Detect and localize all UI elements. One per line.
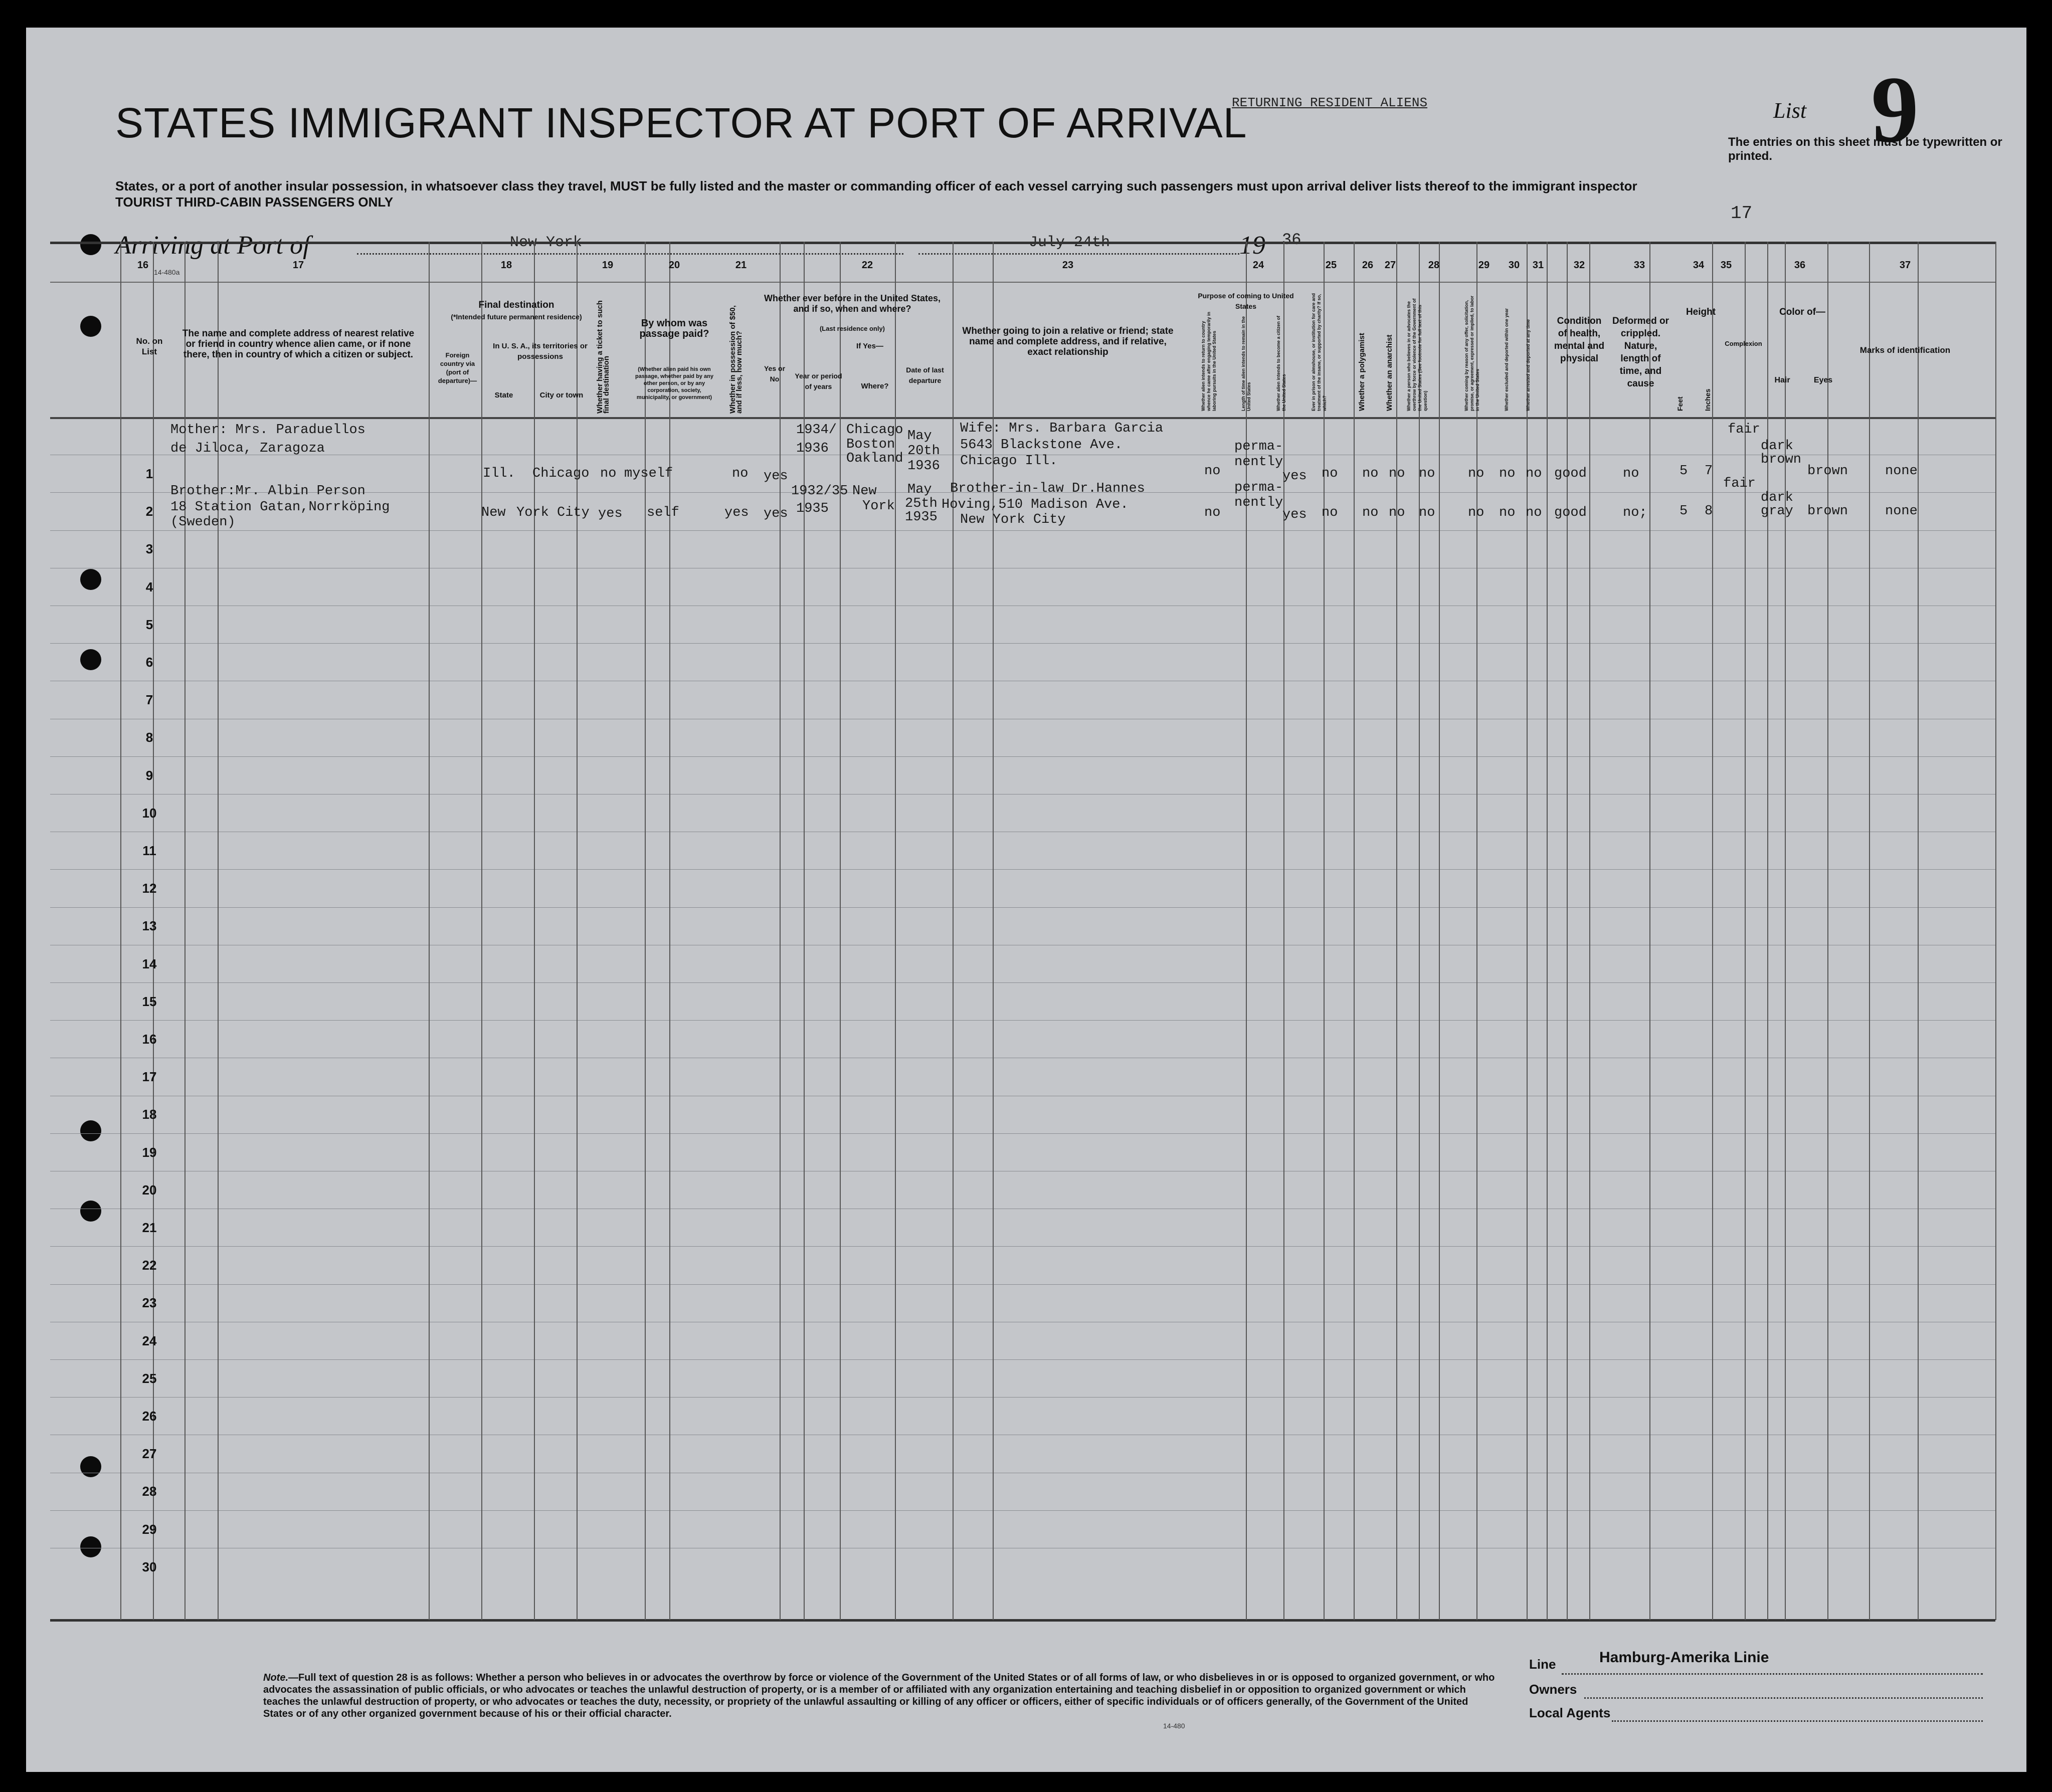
header-col-18-city: City or town bbox=[539, 391, 584, 400]
entry-deported: no bbox=[1526, 505, 1542, 520]
column-divider bbox=[1527, 242, 1528, 1620]
row-number: 2 bbox=[145, 504, 153, 519]
entry-deformed: no; bbox=[1623, 505, 1647, 520]
entry-feet: 5 bbox=[1680, 504, 1688, 519]
entry-overthrow: no bbox=[1419, 466, 1435, 481]
column-number: 19 bbox=[602, 260, 614, 271]
row-number: 29 bbox=[142, 1521, 157, 1537]
entry-money: no bbox=[732, 466, 749, 481]
page-title: STATES IMMIGRANT INSPECTOR AT PORT OF ARRIVAL bbox=[115, 99, 1247, 146]
column-divider bbox=[577, 242, 578, 1620]
column-number: 33 bbox=[1633, 260, 1645, 271]
row-divider bbox=[50, 869, 1995, 870]
column-divider bbox=[1439, 242, 1440, 1620]
header-col-22-title: Whether ever before in the United States, and if so, when and where? bbox=[764, 293, 941, 314]
entry-inches: 7 bbox=[1705, 464, 1713, 479]
entry-departure: 25th bbox=[905, 496, 938, 511]
column-number: 24 bbox=[1252, 260, 1264, 271]
list-number: 9 bbox=[1871, 57, 1919, 162]
entry-prison: no bbox=[1322, 505, 1338, 520]
header-col-22-where: Where? bbox=[861, 382, 889, 390]
entry-joining: New York City bbox=[960, 512, 1066, 527]
row-number: 16 bbox=[142, 1032, 157, 1047]
row-number: 26 bbox=[142, 1409, 157, 1424]
column-number: 25 bbox=[1325, 260, 1337, 271]
entry-state: New bbox=[481, 505, 506, 520]
row-number: 5 bbox=[145, 617, 153, 632]
entry-departure: 1936 bbox=[907, 459, 940, 474]
header-col-22-sub: (Last residence only) bbox=[819, 325, 885, 332]
row-divider bbox=[50, 643, 1995, 644]
row-number: 20 bbox=[142, 1182, 157, 1198]
column-divider bbox=[429, 242, 430, 1620]
form-number: 14-480a bbox=[154, 268, 180, 276]
column-divider bbox=[840, 242, 841, 1620]
header-col-35: Complexion bbox=[1725, 340, 1762, 347]
header-col-25: Ever in prison or almshouse, or institution for care and treatment of the insane, or supported by charity? If so, which? bbox=[1311, 293, 1327, 411]
entry-marks: none bbox=[1885, 464, 1918, 479]
entry-relative: de Jiloca, Zaragoza bbox=[170, 441, 325, 456]
header-col-22-year: Year or period of years bbox=[795, 372, 842, 390]
entry-deported: no bbox=[1526, 466, 1542, 481]
column-number: 29 bbox=[1478, 260, 1490, 271]
column-divider bbox=[1869, 242, 1870, 1620]
row-number: 15 bbox=[142, 993, 157, 1009]
column-number: 21 bbox=[735, 260, 747, 271]
entry-health: good bbox=[1554, 505, 1587, 520]
entry-money: yes bbox=[724, 505, 749, 520]
column-divider bbox=[1745, 242, 1746, 1620]
list-label: List bbox=[1773, 98, 1807, 123]
tourist-line: TOURIST THIRD-CABIN PASSENGERS ONLY bbox=[115, 194, 394, 210]
year-suffix: 36 bbox=[1282, 231, 1301, 249]
intro-text bbox=[115, 178, 1720, 210]
row-number: 19 bbox=[142, 1144, 157, 1160]
entry-polygamist: no bbox=[1362, 466, 1379, 481]
entry-marks: none bbox=[1885, 504, 1918, 519]
entry-where: Oakland bbox=[846, 451, 903, 466]
entry-eyes: brown bbox=[1807, 504, 1848, 519]
header-col-31: Whether arrested and deported at any time bbox=[1526, 319, 1531, 411]
header-col-24: Purpose of coming to United States bbox=[1198, 292, 1294, 310]
column-divider bbox=[1396, 242, 1397, 1620]
entry-complexion: fair bbox=[1728, 422, 1760, 437]
row-number: 24 bbox=[142, 1333, 157, 1348]
column-divider bbox=[534, 242, 535, 1620]
entry-length-stay: nently bbox=[1234, 495, 1283, 510]
column-divider bbox=[1547, 242, 1548, 1620]
entry-years: 1934/ bbox=[796, 423, 837, 438]
column-divider bbox=[120, 242, 121, 1620]
entry-joining: 5643 Blackstone Ave. bbox=[960, 438, 1123, 453]
date-value: July 24th bbox=[1029, 234, 1110, 251]
column-number: 16 bbox=[137, 260, 149, 271]
column-divider bbox=[1324, 242, 1325, 1620]
entry-where: Boston bbox=[846, 437, 895, 452]
header-col-23: Whether going to join a relative or friend; state name and complete address, and if relative, exact relationship bbox=[962, 326, 1174, 357]
entry-ticket: yes bbox=[598, 506, 623, 521]
entry-departure: 20th bbox=[907, 444, 940, 459]
header-col-36: Color of— bbox=[1779, 307, 1825, 317]
column-number: 31 bbox=[1532, 260, 1544, 271]
header-col-28: Whether a person who believes in or advocates the overthrow by force or violence of the Government of the United States (See footnote for full text of this question) bbox=[1406, 298, 1428, 411]
entry-health: good bbox=[1554, 466, 1587, 481]
header-col-34-inches: Inches bbox=[1704, 388, 1712, 411]
footnote-label: Note. bbox=[263, 1672, 288, 1683]
column-number: 18 bbox=[500, 260, 512, 271]
arriving-label: Arriving at Port of bbox=[115, 231, 310, 260]
header-col-22-date: Date of last departure bbox=[906, 366, 944, 384]
owners-underline bbox=[1584, 1697, 1983, 1699]
owners-label: Owners bbox=[1529, 1682, 1577, 1697]
entry-relative: Brother:Mr. Albin Person bbox=[170, 484, 365, 499]
entry-feet: 5 bbox=[1680, 464, 1688, 479]
agents-underline bbox=[1612, 1720, 1983, 1722]
header-col-17: The name and complete address of nearest relative or friend in country whence alien came, or if none there, then in country of which a citizen or subject. bbox=[182, 328, 415, 360]
header-col-24a: Whether alien intends to return to country whence he came after engaging temporarily in laboring pursuits in the United States bbox=[1201, 311, 1217, 411]
column-number: 28 bbox=[1428, 260, 1440, 271]
header-col-22-yesno: Yes or No bbox=[764, 364, 786, 383]
row-divider bbox=[50, 907, 1995, 908]
header-col-18-title: Final destination bbox=[478, 300, 554, 310]
column-number: 20 bbox=[668, 260, 680, 271]
row-number: 6 bbox=[145, 655, 153, 670]
entry-where: Chicago bbox=[846, 423, 903, 438]
column-divider bbox=[1918, 242, 1919, 1620]
entry-length-stay: perma- bbox=[1234, 480, 1283, 495]
entry-citizen: yes bbox=[1282, 507, 1307, 522]
row-divider bbox=[50, 982, 1995, 983]
row-number: 28 bbox=[142, 1484, 157, 1499]
row-number: 27 bbox=[142, 1446, 157, 1462]
header-col-21: Whether in possession of $50, and if less, how much? bbox=[728, 305, 743, 414]
entry-complexion: fair bbox=[1723, 476, 1756, 491]
entry-joining: Hoving,510 Madison Ave. bbox=[942, 497, 1129, 512]
row-number: 10 bbox=[142, 805, 157, 821]
entry-deformed: no bbox=[1623, 466, 1639, 481]
entry-offer: no bbox=[1468, 505, 1484, 520]
header-col-27: Whether an anarchist bbox=[1385, 334, 1394, 411]
column-divider bbox=[1649, 242, 1650, 1620]
entry-hair: dark bbox=[1761, 439, 1793, 454]
column-number: 23 bbox=[1062, 260, 1074, 271]
column-number: 27 bbox=[1384, 260, 1396, 271]
row-divider bbox=[50, 1020, 1995, 1021]
column-number: 32 bbox=[1573, 260, 1585, 271]
entries-note: The entries on this sheet must be typewritten or printed. bbox=[1728, 135, 2002, 163]
footnote-text: —Full text of question 28 is as follows: Whether a person who believes in or advocates the overthrow by force or violence of the Government of the United States or of all forms of law, or who disbelieves in or is opposed to organized government, or who advocates the assassination of public officials, or who advocates or teaches the unlawful destruction of property, or is a member of or affiliated with any organization entertaining and teaching disbelief in or opposition to organized government or which teaches the unlawful destruction of property, or who advocates or teaches the duty, necessity, or propriety of the unlawful assaulting or killing of any officer or officers, either of specific individuals or of officers generally, of the Government of the United States or of any other organized government because of his or their official character. bbox=[263, 1672, 1495, 1719]
intro-paragraph: States, or a port of another insular possession, in whatsoever class they travel, MUST be fully listed and the master or commanding officer of each vessel carrying such passengers must upon arrival deliver lists thereof to the immigrant inspector bbox=[115, 178, 1637, 193]
row-number: 1 bbox=[145, 466, 153, 481]
line-label: Line bbox=[1529, 1657, 1556, 1672]
column-divider bbox=[645, 242, 646, 1620]
entry-joining: Chicago Ill. bbox=[960, 454, 1058, 469]
column-divider bbox=[481, 242, 482, 1620]
row-number: 23 bbox=[142, 1295, 157, 1311]
column-divider bbox=[1995, 242, 1996, 1620]
header-col-24c: Whether alien intends to become a citizen of the United States bbox=[1276, 315, 1286, 411]
entry-overthrow: no bbox=[1419, 505, 1435, 520]
header-col-37: Marks of identification bbox=[1859, 345, 1951, 355]
column-number: 34 bbox=[1693, 260, 1705, 271]
column-divider bbox=[1419, 242, 1420, 1620]
row-number: 30 bbox=[142, 1559, 157, 1574]
entry-length-stay: nently bbox=[1234, 455, 1283, 470]
entry-excluded: no bbox=[1499, 505, 1516, 520]
column-divider bbox=[953, 242, 954, 1620]
entry-citizen: yes bbox=[1282, 469, 1307, 484]
entry-return: no bbox=[1204, 464, 1221, 479]
entry-offer: no bbox=[1468, 466, 1484, 481]
column-number: 22 bbox=[861, 260, 873, 271]
grid-bottom-rule bbox=[50, 1619, 1995, 1622]
header-col-30: Whether excluded and deported within one year bbox=[1504, 308, 1509, 411]
header-col-36-eyes: Eyes bbox=[1813, 376, 1833, 384]
row-number: 11 bbox=[142, 843, 156, 858]
entry-eyes: brown bbox=[1807, 464, 1848, 479]
row-number: 7 bbox=[145, 692, 153, 708]
header-col-26: Whether a polygamist bbox=[1358, 333, 1366, 411]
column-divider bbox=[1589, 242, 1590, 1620]
header-col-24b: Length of time alien intends to remain in the United States bbox=[1241, 316, 1251, 411]
entry-prison: no bbox=[1322, 466, 1338, 481]
row-number: 3 bbox=[145, 541, 153, 557]
entry-departure: 1935 bbox=[905, 510, 938, 525]
row-divider bbox=[50, 1359, 1995, 1360]
entry-before: yes bbox=[764, 506, 788, 521]
row-divider bbox=[50, 1284, 1995, 1285]
column-divider bbox=[780, 242, 781, 1620]
entry-where: New bbox=[852, 484, 877, 499]
column-divider bbox=[1827, 242, 1828, 1620]
row-number: 9 bbox=[145, 767, 153, 783]
entry-city: Chicago bbox=[532, 466, 590, 481]
year-prefix: 19 bbox=[1239, 231, 1265, 260]
row-divider bbox=[50, 1397, 1995, 1398]
header-col-18-foreign: Foreign country via (port of departure)— bbox=[438, 351, 477, 384]
entry-length-stay: perma- bbox=[1234, 439, 1283, 454]
row-number: 17 bbox=[142, 1069, 157, 1085]
column-number: 17 bbox=[292, 260, 304, 271]
line-underline bbox=[1562, 1673, 1983, 1675]
row-divider bbox=[50, 1246, 1995, 1247]
entry-state: Ill. bbox=[483, 466, 515, 481]
grid-rule bbox=[50, 282, 1995, 283]
footer-form-number: 14-480 bbox=[1163, 1722, 1185, 1730]
header-no-on-list: No. on List bbox=[136, 336, 163, 356]
entry-hair: dark bbox=[1761, 490, 1793, 505]
entry-hair: gray bbox=[1761, 504, 1793, 519]
column-divider bbox=[1476, 242, 1477, 1620]
header-col-29: Whether coming by reason of any offer, solicitation, promise, or agreement, expressed or implied, to labor in the United States bbox=[1464, 295, 1480, 411]
grid-top-rule bbox=[50, 242, 1995, 244]
column-number: 37 bbox=[1899, 260, 1911, 271]
row-number: 14 bbox=[142, 956, 157, 971]
row-divider bbox=[50, 530, 1995, 531]
footnote bbox=[263, 1672, 1497, 1720]
column-divider bbox=[1567, 242, 1568, 1620]
row-number: 12 bbox=[142, 881, 157, 896]
entry-paid-by: myself bbox=[624, 466, 673, 481]
entry-relative: 18 Station Gatan,Norrköping bbox=[170, 500, 390, 515]
column-divider bbox=[1283, 242, 1284, 1620]
row-divider bbox=[50, 1510, 1995, 1511]
row-divider bbox=[50, 756, 1995, 757]
header-col-19: Whether having a ticket to such final destination bbox=[596, 300, 611, 414]
entry-ticket: no bbox=[600, 466, 617, 481]
entry-where: York bbox=[862, 499, 895, 514]
header-col-33: Deformed or crippled. Nature, length of time, and cause bbox=[1612, 316, 1669, 389]
entry-departure: May bbox=[907, 429, 932, 444]
sheet-number: 17 bbox=[1731, 203, 1753, 224]
row-number: 22 bbox=[142, 1258, 157, 1273]
column-number: 26 bbox=[1362, 260, 1374, 271]
row-number: 4 bbox=[145, 579, 153, 594]
row-number: 18 bbox=[142, 1107, 157, 1122]
header-col-36-hair: Hair bbox=[1774, 376, 1790, 384]
column-divider bbox=[1354, 242, 1355, 1620]
header-col-20-sub: (Whether alien paid his own passage, whether paid by any other person, or by any corporation, society, municipality, or government) bbox=[635, 366, 713, 401]
entry-years: 1932/35 bbox=[791, 484, 848, 499]
entry-city: York City bbox=[516, 505, 590, 520]
header-col-34-feet: Feet bbox=[1676, 396, 1684, 411]
row-number: 13 bbox=[142, 918, 157, 934]
column-number: 35 bbox=[1720, 260, 1732, 271]
entry-return: no bbox=[1204, 505, 1221, 520]
grid-header-rule bbox=[50, 417, 1995, 419]
entry-inches: 8 bbox=[1705, 504, 1713, 519]
row-divider bbox=[50, 1133, 1995, 1134]
column-divider bbox=[1712, 242, 1713, 1620]
header-col-22-ifyes: If Yes— bbox=[856, 342, 883, 350]
entry-paid-by: self bbox=[647, 505, 679, 520]
header-col-32: Condition of health, mental and physical bbox=[1554, 316, 1605, 364]
entry-relative: Mother: Mrs. Paraduellos bbox=[170, 423, 365, 438]
entry-excluded: no bbox=[1499, 466, 1516, 481]
column-divider bbox=[669, 242, 670, 1620]
column-divider bbox=[895, 242, 896, 1620]
entry-hair: brown bbox=[1761, 452, 1802, 467]
entry-departure: May bbox=[907, 482, 932, 497]
header-col-18-sub: (*Intended future permanent residence) bbox=[451, 313, 582, 321]
returning-stamp: RETURNING RESIDENT ALIENS bbox=[1232, 95, 1428, 110]
entry-relative: (Sweden) bbox=[170, 515, 236, 530]
header-col-18-usa: In U. S. A., its territories or possessions bbox=[493, 342, 588, 361]
entry-years: 1936 bbox=[796, 441, 829, 456]
row-number: 8 bbox=[145, 730, 153, 745]
header-col-20: By whom was passage paid? bbox=[639, 318, 709, 339]
entry-years: 1935 bbox=[796, 501, 829, 516]
column-number: 36 bbox=[1794, 260, 1806, 271]
column-number: 30 bbox=[1508, 260, 1520, 271]
port-value: New York bbox=[510, 234, 583, 251]
header-col-18-state: State bbox=[494, 391, 513, 400]
entry-joining: Wife: Mrs. Barbara Garcia bbox=[960, 421, 1164, 436]
entry-polygamist: no bbox=[1362, 505, 1379, 520]
row-number: 25 bbox=[142, 1370, 157, 1386]
entry-anarchist: no bbox=[1389, 466, 1405, 481]
header-col-34: Height bbox=[1686, 307, 1716, 317]
entry-anarchist: no bbox=[1389, 505, 1405, 520]
entry-before: yes bbox=[764, 469, 788, 484]
entry-joining: Brother-in-law Dr.Hannes bbox=[950, 481, 1145, 496]
line-value: Hamburg-Amerika Linie bbox=[1599, 1649, 1769, 1666]
row-number: 21 bbox=[142, 1220, 157, 1235]
agents-label: Local Agents bbox=[1529, 1705, 1611, 1720]
